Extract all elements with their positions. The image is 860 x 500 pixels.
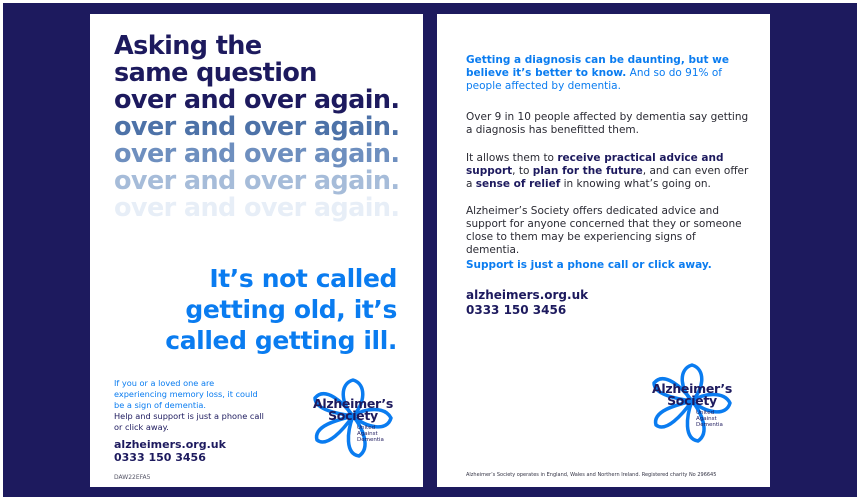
logo-sub-line: Against bbox=[357, 431, 378, 437]
charity-footer: Alzheimer’s Society operates in England, Wales and Northern Ireland. Registered charity No 296645 bbox=[466, 472, 717, 478]
paragraph-advice bbox=[466, 152, 751, 191]
phone-number[interactable]: 0333 150 3456 bbox=[466, 303, 567, 317]
left-page bbox=[90, 14, 423, 487]
paragraph-benefit: Over 9 in 10 people affected by dementia say getting a diagnosis has benefitted them. bbox=[466, 111, 749, 136]
logo-sub-line: Against bbox=[696, 416, 717, 422]
reference-code: DAW22EFA5 bbox=[114, 474, 151, 481]
support-line: Support is just a phone call or click away. bbox=[466, 259, 712, 271]
headline bbox=[114, 33, 414, 222]
para-bold: plan for the future bbox=[532, 165, 643, 177]
tagline-line: It’s not called bbox=[209, 264, 397, 293]
phone-number[interactable]: 0333 150 3456 bbox=[114, 451, 206, 464]
logo-subtitle bbox=[357, 425, 384, 443]
para-text: in knowing what’s going on. bbox=[560, 178, 711, 190]
para-text: It allows them to bbox=[466, 152, 558, 164]
headline-line: same question bbox=[114, 58, 317, 88]
alzheimers-society-logo bbox=[642, 359, 742, 449]
tagline-line: called getting ill. bbox=[165, 326, 397, 355]
paragraph-support-info: Alzheimer’s Society offers dedicated advice and support for anyone concerned that they or someone close to them may be experiencing signs of dementia. bbox=[466, 205, 742, 256]
tagline bbox=[165, 263, 397, 356]
intro-bold: Getting a diagnosis can be daunting, but we believe it’s better to know. bbox=[466, 54, 729, 79]
headline-line: over and over again. bbox=[114, 85, 400, 115]
para-bold: receive practical advice and support bbox=[466, 152, 724, 177]
para-text: , to bbox=[512, 165, 533, 177]
logo-name-line: Society bbox=[667, 393, 717, 408]
help-text: Help and support is just a phone call or click away. bbox=[114, 411, 264, 432]
logo-wordmark bbox=[650, 383, 734, 407]
logo-subtitle bbox=[696, 410, 723, 428]
para-bold: sense of relief bbox=[475, 178, 561, 190]
intro-paragraph bbox=[466, 54, 751, 93]
alzheimers-society-logo bbox=[303, 374, 403, 464]
logo-name-line: Alzheimer’s bbox=[652, 381, 732, 396]
contact-block bbox=[466, 288, 588, 318]
faded-repeat-line: over and over again. bbox=[114, 112, 400, 142]
memory-loss-text: If you or a loved one are experiencing memory loss, it could be a sign of dementia. bbox=[114, 378, 258, 410]
para-text: , and can even offer a bbox=[466, 165, 749, 190]
headline-line: Asking the bbox=[114, 31, 262, 61]
logo-name-line: Alzheimer’s bbox=[313, 396, 393, 411]
logo-name-line: Society bbox=[328, 408, 378, 423]
website-link[interactable]: alzheimers.org.uk bbox=[466, 288, 589, 302]
logo-sub-line: United bbox=[696, 410, 715, 416]
intro-rest: And so do 91% of people affected by dementia. bbox=[466, 67, 722, 92]
tagline-line: getting old, it’s bbox=[185, 295, 397, 324]
logo-wordmark bbox=[311, 398, 395, 422]
website-link[interactable]: alzheimers.org.uk bbox=[114, 438, 226, 451]
faded-repeat-line: over and over again. bbox=[114, 166, 400, 196]
right-page bbox=[437, 14, 770, 487]
contact-block bbox=[114, 438, 226, 464]
faded-repeat-line: over and over again. bbox=[114, 139, 400, 169]
faded-repeat-line: over and over again. bbox=[114, 193, 400, 223]
logo-sub-line: United bbox=[357, 425, 376, 431]
logo-sub-line: Dementia bbox=[696, 422, 723, 428]
logo-sub-line: Dementia bbox=[357, 437, 384, 443]
